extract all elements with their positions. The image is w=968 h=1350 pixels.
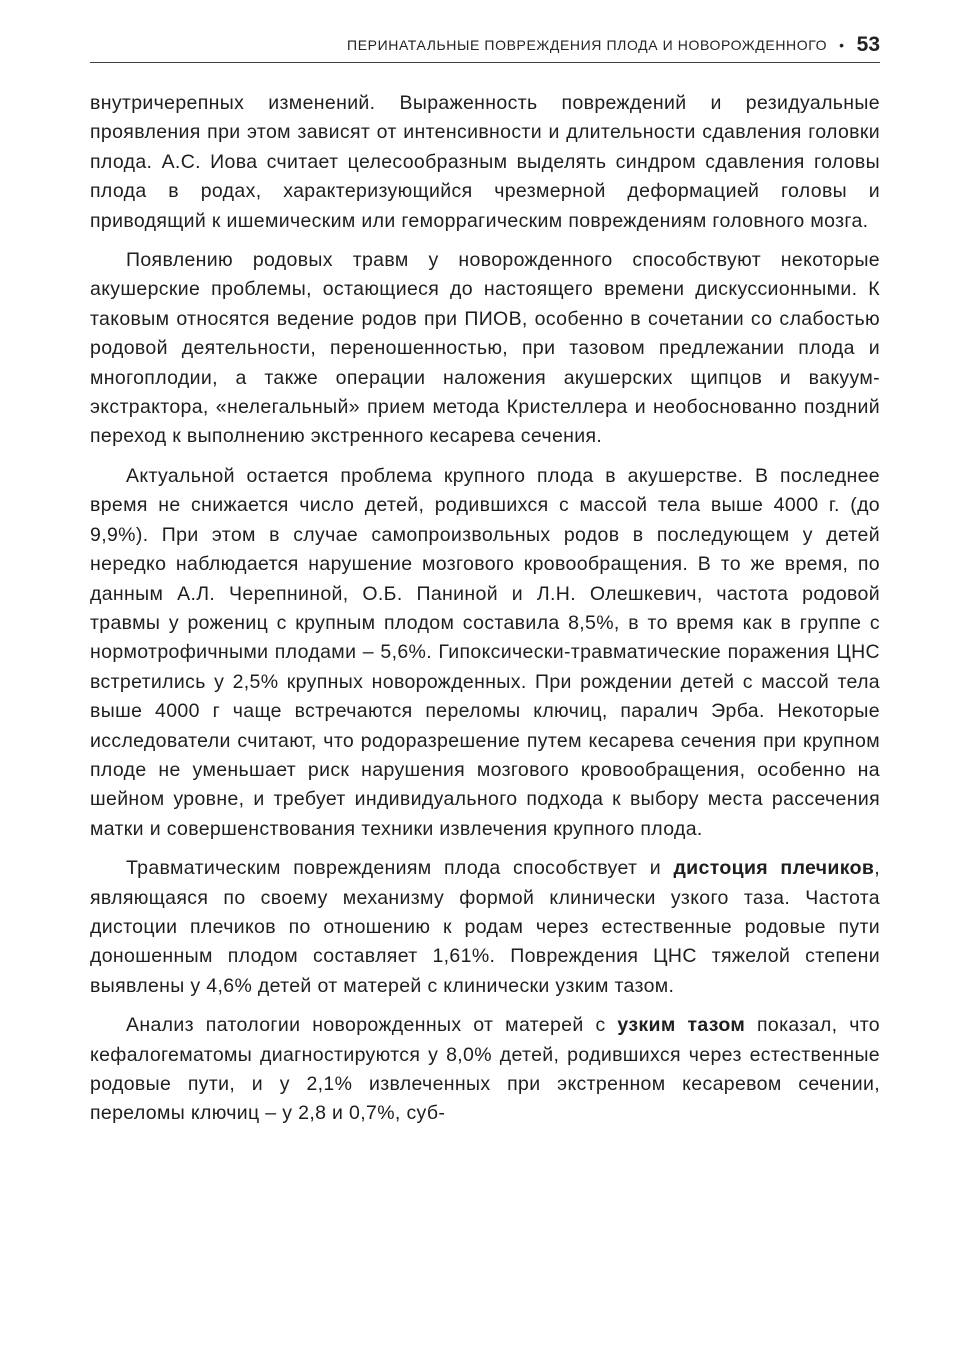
paragraph-2: Появлению родовых травм у новорожденного способствуют некоторые акушерские проблемы, остающиеся до настоящего времени дискуссионными. К таковым относятся ведение родов при ПИОВ, особенно в сочетании со слабостью родовой деятельности, переношенностью, при тазовом предлежании плода и многоплодии, а также операции наложения акушерских щипцов и вакуум-экстрактора, «нелегальный» прием метода Кристеллера и необоснованно поздний переход к выполнению экстренного кесарева сечения. [90,249,880,448]
paragraph-5-end: показал, что кефалогематомы диагностируются у 8,0% детей, родившихся через естественные родовые пути, и у 2,1% извлеченных при экстренном кесаревом сечении, переломы ключиц – у 2,8 и 0,7%, суб- [90,1014,880,1125]
header-rule [90,62,880,63]
running-head [90,28,880,62]
term-narrow-pelvis: узким тазом [617,1014,746,1037]
running-head-bullet: • [839,37,845,53]
paragraph-5-start: Анализ патологии новорожденных от матерей с [126,1014,618,1037]
paragraph-4 [90,854,880,1001]
paragraph-4-start: Травматическим повреждениям плода способствует и [126,857,674,880]
paragraph-3: Актуальной остается проблема крупного плода в акушерстве. В последнее время не снижается число детей, родившихся с массой тела выше 4000 г. (до 9,9%). При этом в случае самопроизвольных родов в последующем у детей нередко наблюдается нарушение мозгового кровообращения. В то же время, по данным А.Л. Черепниной, О.Б. Паниной и Л.Н. Олешкевич, частота родовой травмы у рожениц с крупным плодом составила 8,5%, в то время как в группе с нормотрофичными плодами – 5,6%. Гипоксически-травматические поражения ЦНС встретились у 2,5% крупных новорожденных. При рождении детей с массой тела выше 4000 г чаще встречаются переломы ключиц, паралич Эрба. Некоторые исследователи считают, что родоразрешение путем кесарева сечения при крупном плоде не уменьшает риск нарушения мозгового кровообращения, особенно на шейном уровне, и требует индивидуального подхода к выбору места рассечения матки и совершенствования техники извлечения крупного плода. [90,464,880,840]
body-text [90,89,880,1139]
page-number: 53 [856,33,880,56]
paragraph-4-end: , являющаяся по своему механизму формой клинически узкого таза. Частота дистоции плечиков по отношению к родам через естественные родовые пути доношенным плодом составляет 1,61%. Повреждения ЦНС тяжелой степени выявлены у 4,6% детей от матерей с клинически узким тазом. [90,857,880,997]
term-shoulder-dystocia: дистоция плечиков [673,857,875,880]
running-head-title: ПЕРИНАТАЛЬНЫЕ ПОВРЕЖДЕНИЯ ПЛОДА И НОВОРОЖДЕННОГО [347,37,828,53]
paragraph-1: внутричерепных изменений. Выраженность повреждений и резидуальные проявления при этом зависят от интенсивности и длительности сдавления головки плода. А.С. Иова считает целесообразным выделять синдром сдавления головы плода в родах, характеризующийся чрезмерной деформацией головы и приводящий к ишемическим или геморрагическим повреждениям головного мозга. [90,92,880,232]
paragraph-5 [90,1011,880,1129]
